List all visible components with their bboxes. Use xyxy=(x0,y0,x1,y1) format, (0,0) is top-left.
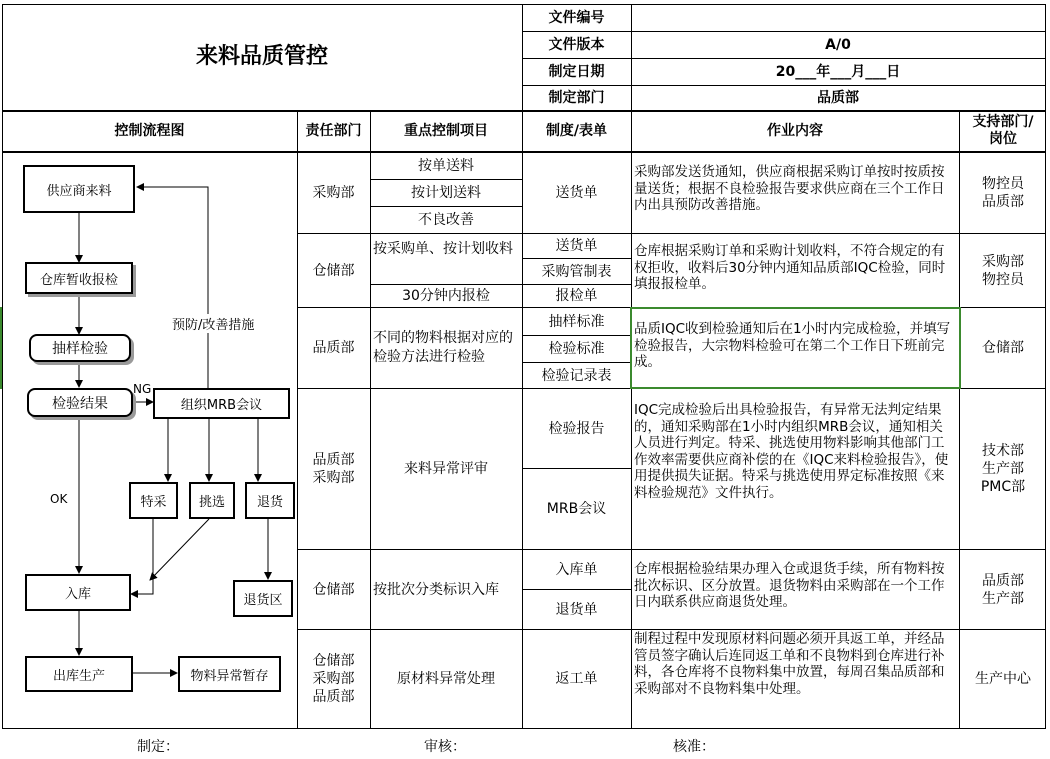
row5-dept: 仓储部 xyxy=(312,581,355,598)
row5-content: 仓库根据检验结果办理入仓或退货手续，所有物料按批次标识、区分放置。退货物料由采购部在一个工作日内联系供应商退货处理。 xyxy=(634,561,945,610)
meta-label-date: 制定日期 xyxy=(548,63,605,80)
flow-node-return: 退货 xyxy=(245,482,295,519)
row3-support: 仓储部 xyxy=(982,340,1024,356)
row1-support: 物控员 品质部 xyxy=(982,175,1024,210)
row6-item-1: 原材料异常处理 xyxy=(397,671,495,687)
flow-label-prevention: 预防/改善措施 xyxy=(172,314,254,333)
row6-form-1: 返工单 xyxy=(555,671,598,687)
footer-made: 制定： xyxy=(137,739,179,755)
flow-node-supplier: 供应商来料 xyxy=(23,165,135,213)
column-header-support: 支持部门/岗位 xyxy=(972,114,1034,147)
meta-label-dept: 制定部门 xyxy=(548,89,605,106)
flow-node-receive: 仓库暂收报检 xyxy=(25,262,133,294)
row5-form-2: 退货单 xyxy=(555,601,598,618)
row1-item-2: 按计划送料 xyxy=(411,184,481,201)
flow-node-special: 特采 xyxy=(129,482,178,519)
meta-value-date: 20___年___月___日 xyxy=(775,63,901,80)
row5-form-1: 入库单 xyxy=(555,561,598,578)
row1-form-1: 送货单 xyxy=(555,184,598,201)
row3-dept: 品质部 xyxy=(312,340,355,356)
row6-dept: 仓储部 采购部 品质部 xyxy=(312,653,355,705)
row4-item-1: 来料异常评审 xyxy=(404,461,488,477)
flow-node-production: 出库生产 xyxy=(25,656,133,692)
flow-label-ng: NG xyxy=(133,382,152,396)
column-header-control-items: 重点控制项目 xyxy=(404,123,488,139)
flowchart-connectors xyxy=(0,0,300,728)
row2-form-3: 报检单 xyxy=(555,288,598,304)
row2-support: 采购部 物控员 xyxy=(982,253,1024,288)
meta-label-doc-number: 文件编号 xyxy=(548,9,605,26)
row3-content: 品质IQC收到检验通知后在1小时内完成检验，并填写检验报告，大宗物料检验可在第二个工作日下班前完成。 xyxy=(634,321,951,370)
row5-item-1: 按批次分类标识入库 xyxy=(373,581,499,598)
flow-node-mrb: 组织MRB会议 xyxy=(153,388,290,419)
row3-form-1: 抽样标准 xyxy=(548,313,605,330)
row2-form-1: 送货单 xyxy=(555,238,598,254)
row4-content: IQC完成检验后出具检验报告，有异常无法判定结果的，通知采购部在1小时内组织MRB会议，通知相关人员进行判定。特采、挑选使用物料影响其他部门工作效率需要供应商补偿的在《IQC来料检验报告》，使用提供损失证据。特采与挑选使用界定标准按照《来料检验规范》文件执行。 xyxy=(634,402,949,501)
row2-item-1: 按采购单、按计划收料 xyxy=(373,241,513,257)
column-header-flowchart: 控制流程图 xyxy=(114,123,185,139)
column-header-content: 作业内容 xyxy=(767,123,823,139)
row2-dept: 仓储部 xyxy=(312,262,355,279)
row6-content: 制程过程中发现原材料问题必须开具返工单，并经品管员签字确认后连同返工单和不良物料到仓库进行补料，各仓库将不良物料集中放置，每周召集品质部和采购部对不良物料集中处理。 xyxy=(634,631,945,697)
flow-label-ok: OK xyxy=(50,492,68,506)
flow-node-abnormal: 物料异常暂存 xyxy=(178,656,281,692)
row2-form-2: 采购管制表 xyxy=(541,263,612,280)
flow-node-sample: 抽样检验 xyxy=(29,334,131,362)
row4-form-2: MRB会议 xyxy=(546,501,607,517)
document-title: 来料品质管控 xyxy=(195,44,328,69)
flow-node-stock: 入库 xyxy=(25,574,131,611)
row6-support: 生产中心 xyxy=(975,671,1031,687)
row3-form-2: 检验标准 xyxy=(548,341,605,357)
footer-approve: 核准： xyxy=(673,739,715,755)
column-header-dept: 责任部门 xyxy=(305,123,362,139)
row3-item-1: 不同的物料根据对应的检验方法进行检验 xyxy=(373,330,513,365)
flow-node-result: 检验结果 xyxy=(27,388,133,417)
row1-content: 采购部发送货通知，供应商根据采购订单按时按质按量送货；根据不良检验报告要求供应商在三个工作日内出具预防改善措施。 xyxy=(634,164,945,213)
row1-dept: 采购部 xyxy=(312,184,355,201)
row2-item-2: 30分钟内报检 xyxy=(402,288,490,304)
row4-form-1: 检验报告 xyxy=(548,420,605,437)
footer-review: 审核： xyxy=(424,739,466,755)
row5-support: 品质部 生产部 xyxy=(982,572,1024,607)
row1-item-3: 不良改善 xyxy=(418,211,474,228)
row3-form-3: 检验记录表 xyxy=(541,367,612,384)
flow-node-select: 挑选 xyxy=(189,482,235,519)
meta-label-version: 文件版本 xyxy=(548,36,605,53)
meta-value-version: A/0 xyxy=(825,36,851,53)
row2-content: 仓库根据采购订单和采购计划收料，不符合规定的有权拒收，收料后30分钟内通知品质部IQC检验，同时填报报检单。 xyxy=(634,243,946,292)
meta-value-doc-number xyxy=(631,4,1045,31)
flow-node-return-area: 退货区 xyxy=(233,580,293,617)
row1-item-1: 按单送料 xyxy=(418,157,474,174)
row4-support: 技术部 生产部 PMC部 xyxy=(980,443,1026,495)
column-header-forms: 制度/表单 xyxy=(545,123,608,139)
row4-dept: 品质部 采购部 xyxy=(312,452,355,486)
meta-value-dept: 品质部 xyxy=(817,89,859,106)
